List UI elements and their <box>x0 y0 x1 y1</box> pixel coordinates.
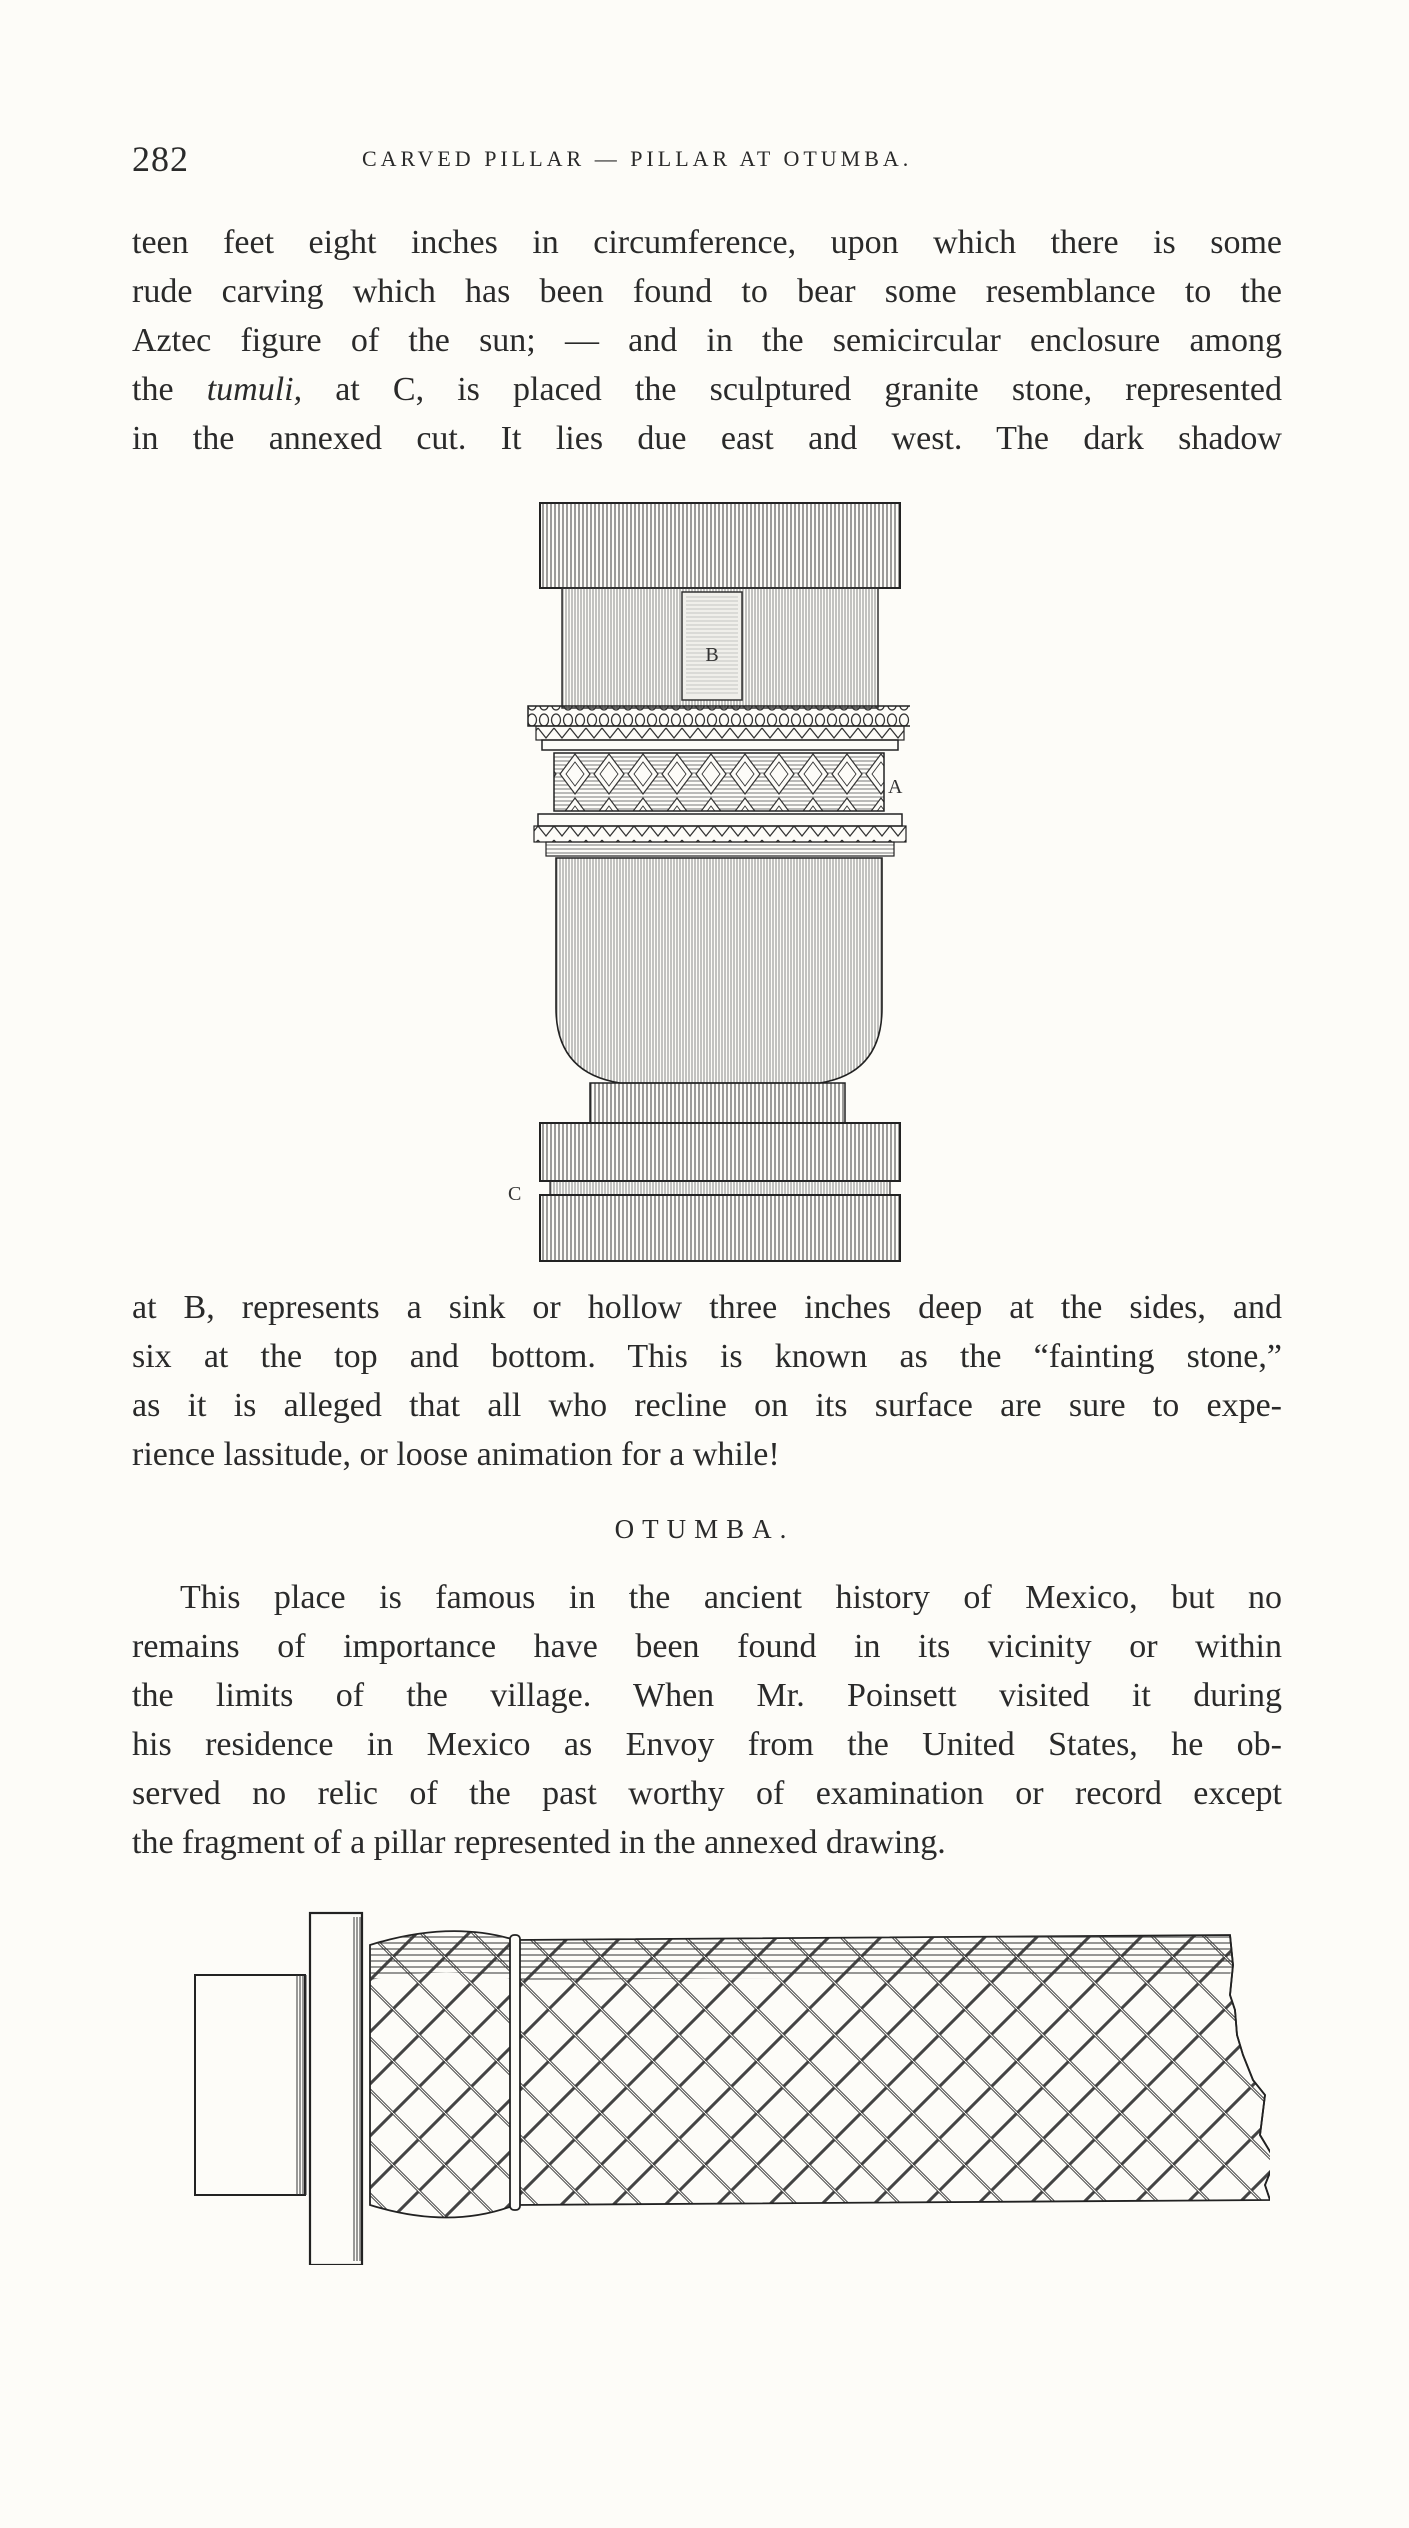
pillar-base-upper <box>540 1123 900 1181</box>
carved-pillar-illustration <box>490 488 910 1268</box>
text-line: served no relic of the past worthy of examination or record except <box>132 1775 1282 1812</box>
text-line: his residence in Mexico as Envoy from the United States, he ob- <box>132 1726 1282 1763</box>
text-line: as it is alleged that all who recline on its surface are sure to expe- <box>132 1387 1282 1424</box>
text-line: at B, represents a sink or hollow three inches deep at the sides, and <box>132 1289 1282 1326</box>
section-heading: OTUMBA. <box>614 1514 795 1544</box>
italic-term: tumuli, <box>206 371 303 408</box>
pillar-base-lower <box>540 1195 900 1261</box>
pillar-capital-block <box>540 503 900 588</box>
text-line: the fragment of a pillar represented in the annexed drawing. <box>132 1824 946 1861</box>
text-line: rience lassitude, or loose animation for a while! <box>132 1436 780 1473</box>
pillar-neck <box>590 1083 845 1123</box>
collar-ring <box>510 1935 520 2210</box>
paragraph-otumba <box>132 1573 1282 1867</box>
otumba-pillar-fragment-illustration <box>185 1905 1270 2265</box>
text-fragment: the <box>132 371 207 408</box>
figure-label-b: B <box>705 644 719 666</box>
page-number: 282 <box>132 139 189 179</box>
text-line: in the annexed cut. It lies due east and west. The dark shadow <box>132 420 1282 457</box>
paragraph-fainting-stone-intro <box>132 218 1282 463</box>
paragraph-fainting-stone <box>132 1283 1282 1479</box>
pillar-base-band <box>550 1181 890 1195</box>
text-line: rude carving which has been found to bear some resemblance to the <box>132 273 1282 310</box>
fragment-end-block <box>195 1975 305 2195</box>
text-line: teen feet eight inches in circumference, upon which there is some <box>132 224 1282 261</box>
text-line: remains of importance have been found in its vicinity or within <box>132 1628 1282 1665</box>
running-head <box>132 138 1282 178</box>
diamond-band-a <box>554 753 884 811</box>
text-line <box>132 365 1282 414</box>
text-line: the limits of the village. When Mr. Poinsett visited it during <box>132 1677 1282 1714</box>
text-fragment: at C, is placed the sculptured granite stone, represented <box>302 371 1282 408</box>
bead-moulding <box>528 706 910 726</box>
text-line: This place is famous in the ancient history of Mexico, but no <box>180 1579 1282 1616</box>
text-line: six at the top and bottom. This is known as the “fainting stone,” <box>132 1338 1282 1375</box>
running-title: CARVED PILLAR — PILLAR AT OTUMBA. <box>362 146 913 171</box>
text-line: Aztec figure of the sun; — and in the semicircular enclosure among <box>132 322 1282 359</box>
pillar-lower-shaft <box>556 858 882 1083</box>
figure-label-c: C <box>508 1183 522 1205</box>
figure-label-a: A <box>888 776 903 798</box>
